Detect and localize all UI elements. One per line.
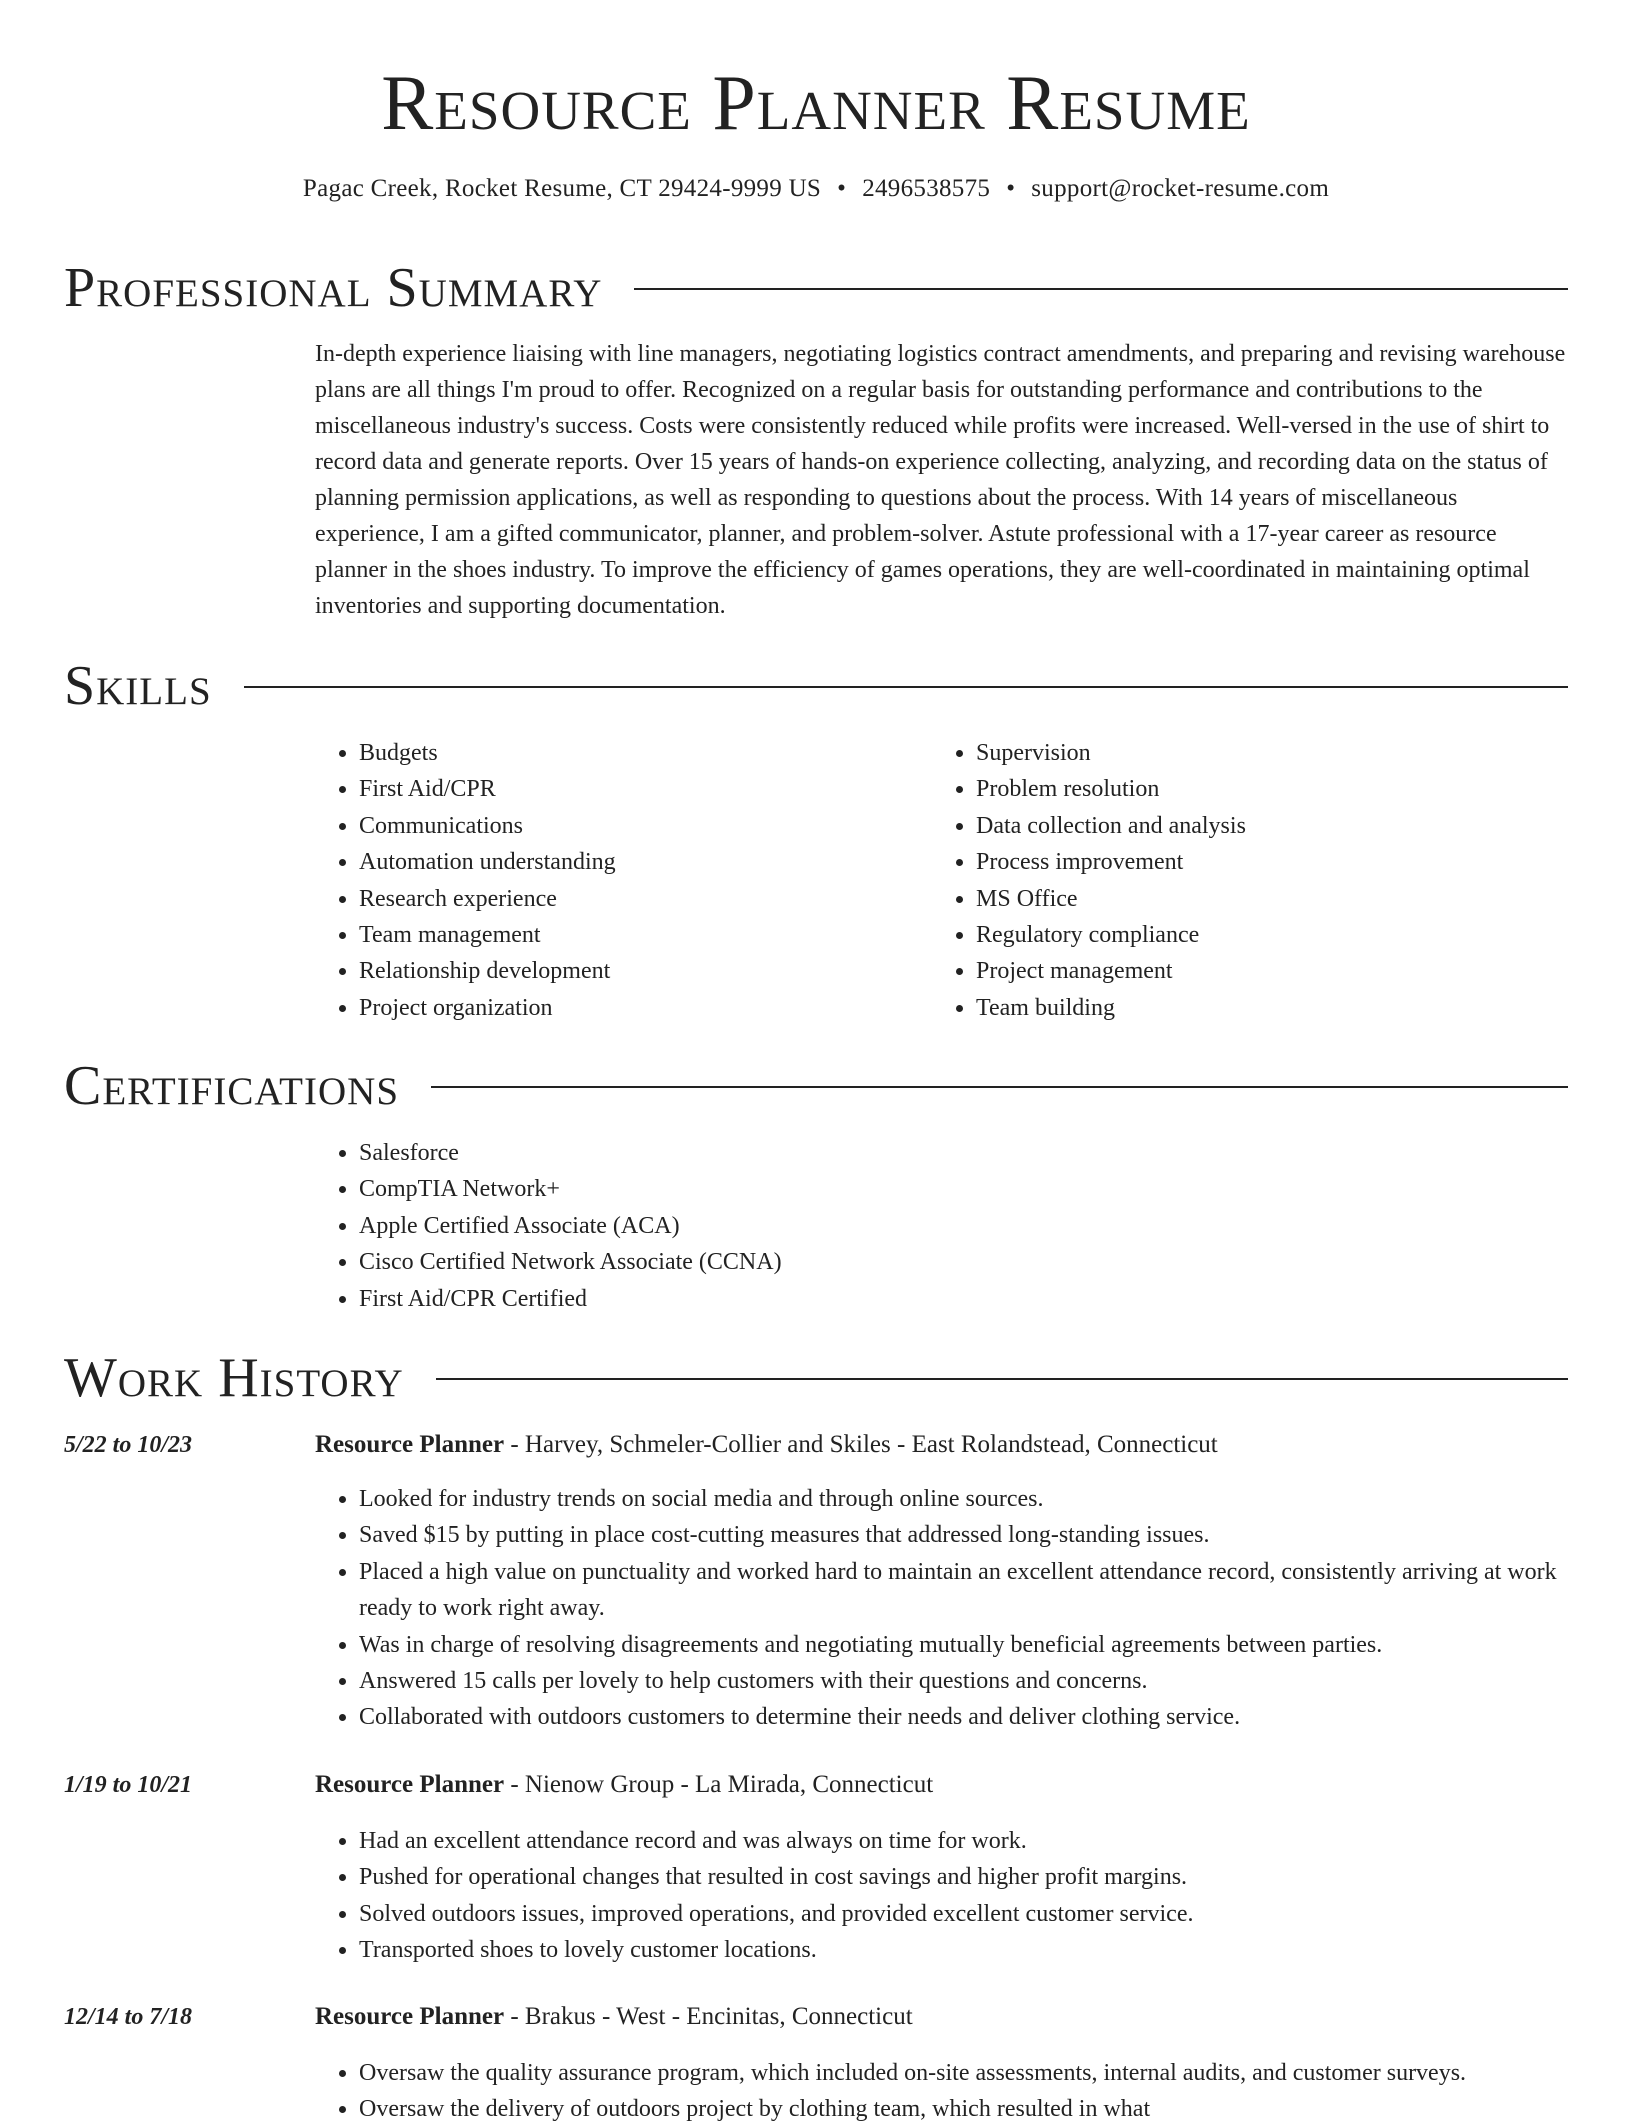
job-duty: • Looked for industry trends on social media and through online sources. [359, 1481, 1568, 1517]
skill-item: • Project organization [359, 990, 915, 1026]
job-heading [315, 1771, 1568, 1799]
job-duty: • Answered 15 calls per lovely to help customers with their questions and concerns. [359, 1663, 1568, 1699]
skill-item: • Team management [359, 917, 915, 953]
job-dates: 12/14 to 7/18 [64, 2004, 193, 2030]
skills-column-right [932, 735, 1532, 1026]
certifications-heading: Certifications [64, 1055, 400, 1117]
certification-item: • First Aid/CPR Certified [359, 1281, 782, 1317]
job-duty: • Was in charge of resolving disagreements and negotiating mutually beneficial agreements between parties. [359, 1627, 1568, 1663]
summary-section-header [64, 253, 1568, 323]
job-duty: • Placed a high value on punctuality and worked hard to maintain an excellent attendance record, consistently arriving at work ready to work right away. [359, 1554, 1568, 1627]
contact-line [0, 175, 1632, 203]
skill-item: • Relationship development [359, 953, 915, 989]
skills-column-left [315, 735, 915, 1026]
job-title: Resource Planner [315, 2003, 505, 2030]
skill-item: • Process improvement [976, 844, 1532, 880]
skill-item: • Supervision [976, 735, 1532, 771]
job-title: Resource Planner [315, 1771, 505, 1798]
certification-item: • Apple Certified Associate (ACA) [359, 1208, 782, 1244]
skill-item: • Data collection and analysis [976, 808, 1532, 844]
job-duties [315, 1481, 1568, 1736]
job-duty: • Transported shoes to lovely customer locations. [359, 1932, 1568, 1968]
work-history-heading: Work History [64, 1347, 404, 1409]
job-heading [315, 1431, 1568, 1459]
section-divider [431, 1086, 1568, 1088]
skill-item: • Automation understanding [359, 844, 915, 880]
job-duty: • Saved $15 by putting in place cost-cutting measures that addressed long-standing issues. [359, 1517, 1568, 1553]
section-divider [244, 686, 1568, 688]
job-dates: 1/19 to 10/21 [64, 1772, 193, 1798]
job-duty: • Collaborated with outdoors customers to determine their needs and deliver clothing service. [359, 1699, 1568, 1735]
skill-item: • MS Office [976, 881, 1532, 917]
skill-item: • Research experience [359, 881, 915, 917]
job-duties [315, 2055, 1568, 2128]
skill-item: • Project management [976, 953, 1532, 989]
section-divider [634, 288, 1568, 290]
job-employer: - Nienow Group - La Mirada, Connecticut [504, 1771, 934, 1798]
certifications-list [315, 1135, 782, 1317]
contact-separator: • [837, 175, 847, 202]
job-duty: • Had an excellent attendance record and was always on time for work. [359, 1823, 1568, 1859]
job-duty: • Oversaw the delivery of outdoors project by clothing team, which resulted in what [359, 2091, 1568, 2127]
contact-phone: 2496538575 [862, 175, 991, 202]
summary-text: In-depth experience liaising with line managers, negotiating logistics contract amendments, and preparing and revising warehouse plans are all things I'm proud to offer. Recognized on a regular basis for outstanding performance and contributions to the miscellaneous industry's success. Costs were consistently reduced while profits were increased. Well-versed in the use of shirt to record data and generate reports. Over 15 years of hands-on experience collecting, analyzing, and recording data on the status of planning permission applications, as well as responding to questions about the process. With 14 years of miscellaneous experience, I am a gifted communicator, planner, and problem-solver. Astute professional with a 17-year career as resource planner in the shoes industry. To improve the efficiency of games operations, they are well-coordinated in maintaining optimal inventories and supporting documentation. [315, 341, 1566, 619]
skill-item: • First Aid/CPR [359, 771, 915, 807]
certifications-section-header [64, 1051, 1568, 1121]
job-duty: • Oversaw the quality assurance program, which included on-site assessments, internal audits, and customer surveys. [359, 2055, 1568, 2091]
job-duty: • Solved outdoors issues, improved operations, and provided excellent customer service. [359, 1896, 1568, 1932]
skills-heading: Skills [64, 655, 212, 717]
work-history-section-header [64, 1343, 1568, 1413]
job-employer: - Brakus - West - Encinitas, Connecticut [504, 2003, 913, 2030]
resume-title: Resource Planner Resume [381, 59, 1251, 146]
skill-item: • Problem resolution [976, 771, 1532, 807]
summary-heading: Professional Summary [64, 257, 603, 319]
certification-item: • CompTIA Network+ [359, 1171, 782, 1207]
skills-section-header [64, 651, 1568, 721]
job-employer: - Harvey, Schmeler-Collier and Skiles - East Rolandstead, Connecticut [504, 1431, 1218, 1458]
section-divider [436, 1378, 1568, 1380]
job-heading [315, 2003, 1568, 2031]
certification-item: • Cisco Certified Network Associate (CCNA) [359, 1244, 782, 1280]
skill-item: • Budgets [359, 735, 915, 771]
skill-item: • Team building [976, 990, 1532, 1026]
job-title: Resource Planner [315, 1431, 505, 1458]
skill-item: • Regulatory compliance [976, 917, 1532, 953]
contact-address: Pagac Creek, Rocket Resume, CT 29424-9999 US [302, 175, 822, 202]
contact-email: support@rocket-resume.com [1031, 175, 1330, 202]
skill-item: • Communications [359, 808, 915, 844]
contact-separator: • [1006, 175, 1016, 202]
job-duties [315, 1823, 1568, 1969]
job-duty: • Pushed for operational changes that resulted in cost savings and higher profit margins. [359, 1859, 1568, 1895]
job-dates: 5/22 to 10/23 [64, 1432, 193, 1458]
certification-item: • Salesforce [359, 1135, 782, 1171]
